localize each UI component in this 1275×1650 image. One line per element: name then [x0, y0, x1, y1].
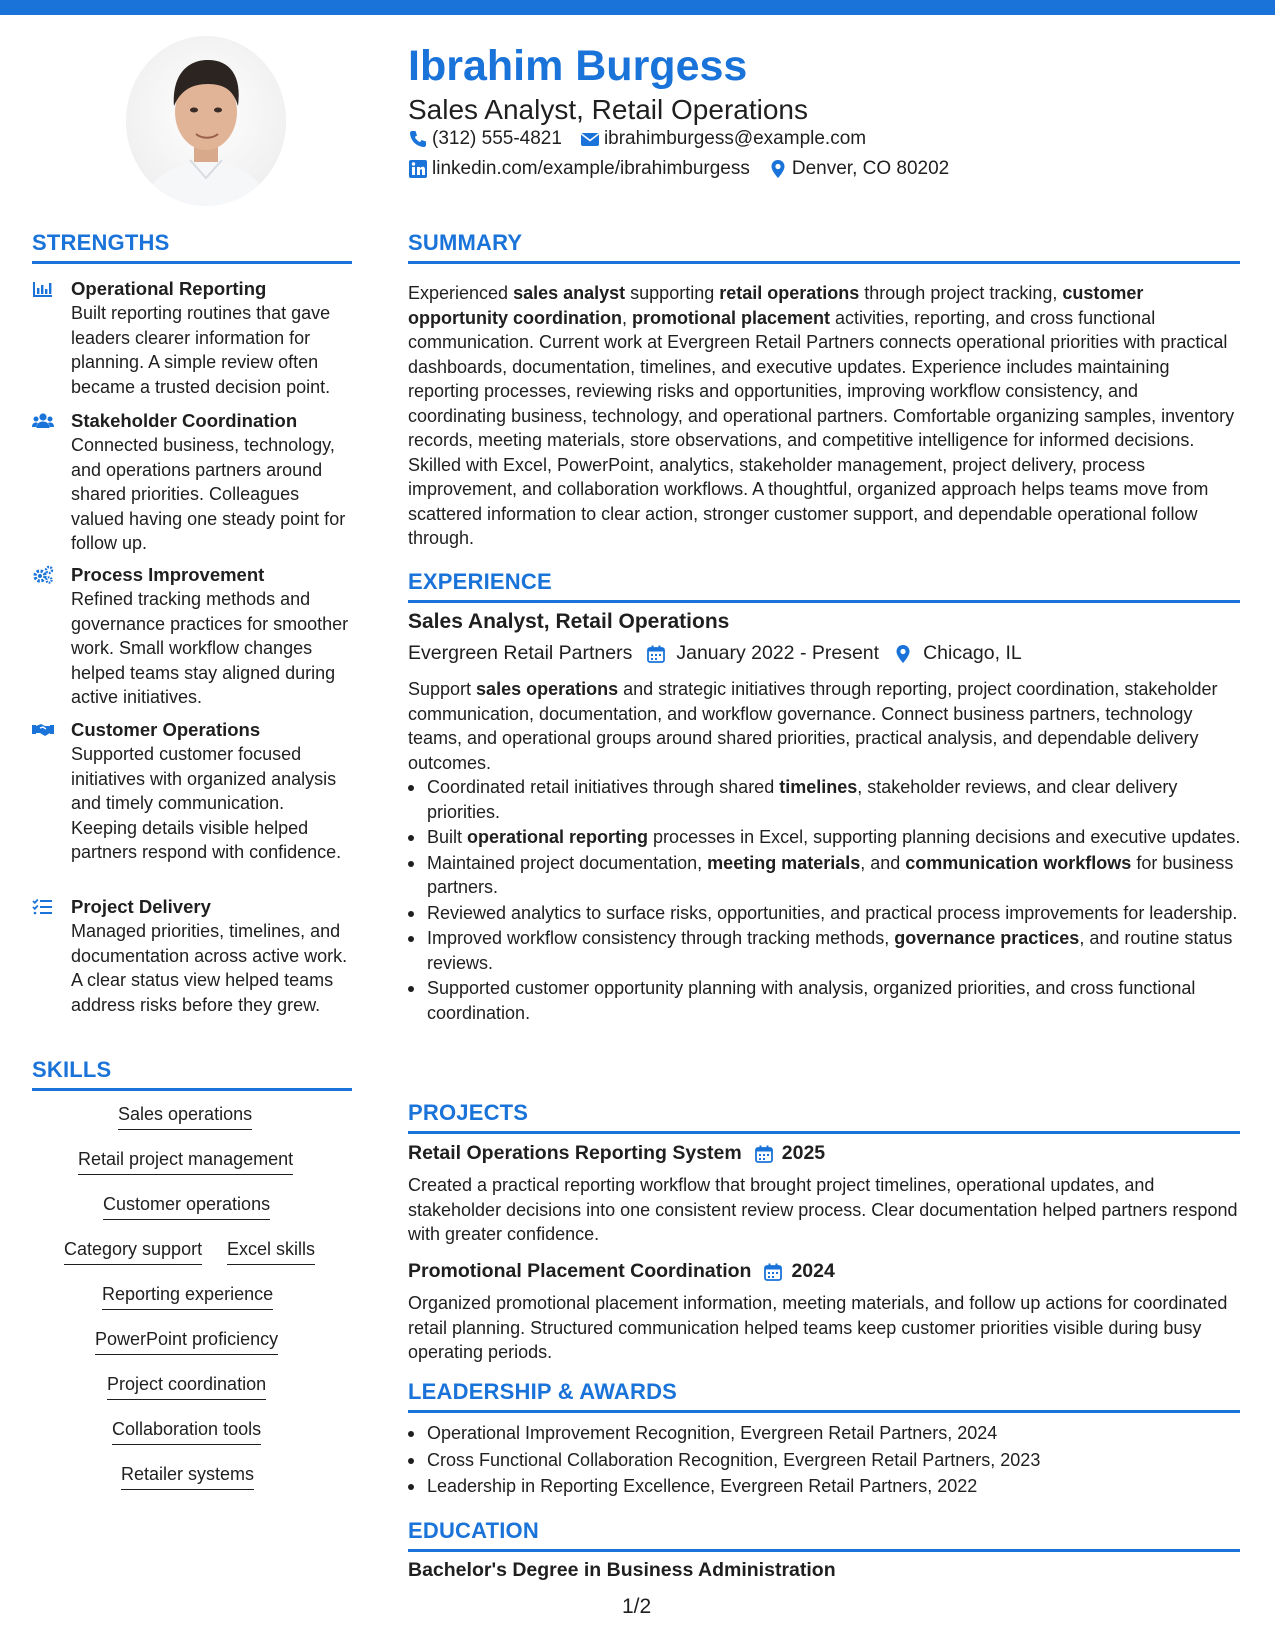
strength-desc: Refined tracking methods and governance practices for smoother work. Small workflow changes helped teams stay aligned during active initiatives. — [71, 589, 349, 707]
candidate-title: Sales Analyst, Retail Operations — [408, 94, 808, 125]
project-desc: Created a practical reporting workflow that brought project timelines, operational updates, and stakeholder decisions into one consistent review process. Clear documentation helped partners respond with greater confidence. — [408, 1175, 1238, 1244]
strength-item — [32, 409, 352, 556]
checklist-icon — [32, 897, 54, 917]
skill-tag: Reporting experience — [102, 1284, 273, 1310]
education-heading: EDUCATION — [408, 1518, 539, 1543]
awards-rule — [408, 1410, 1240, 1413]
location-pin-icon — [893, 644, 913, 664]
calendar-icon — [763, 1262, 783, 1282]
strength-desc: Connected business, technology, and operations partners around shared priorities. Colleagues valued having one steady point for follow up. — [71, 435, 346, 553]
strengths-rule — [32, 261, 352, 264]
job-bullet: Supported customer opportunity planning with analysis, organized priorities, and cross functional coordination. — [408, 976, 1248, 1025]
phone-contact[interactable] — [408, 128, 562, 150]
skill-tag: Sales operations — [118, 1104, 252, 1130]
projects-rule — [408, 1131, 1240, 1134]
strength-title: Process Improvement — [71, 564, 265, 585]
gears-icon — [32, 565, 54, 585]
location-pin-icon — [768, 159, 788, 179]
strength-item — [32, 277, 352, 399]
job-bullet: Coordinated retail initiatives through shared timelines, stakeholder reviews, and clear delivery priorities. — [408, 775, 1248, 824]
summary-rule — [408, 261, 1240, 264]
email-text: ibrahimburgess@example.com — [603, 128, 867, 149]
job-meta — [408, 642, 1036, 665]
strength-title: Customer Operations — [71, 719, 261, 740]
strength-desc: Managed priorities, timelines, and documentation across active work. A clear status view helped teams address risks before they grew. — [71, 921, 348, 1015]
candidate-name: Ibrahim Burgess — [408, 42, 748, 90]
strength-desc: Supported customer focused initiatives with organized analysis and timely communication. Keeping details visible helped partners respond with confidence. — [71, 744, 342, 862]
location-text: Denver, CO 80202 — [791, 158, 950, 179]
contact-row-2 — [408, 158, 967, 180]
strength-title: Stakeholder Coordination — [71, 410, 298, 431]
users-icon — [32, 411, 54, 431]
skill-tag: Project coordination — [107, 1374, 266, 1400]
job-location — [893, 642, 1022, 665]
project-title — [408, 1142, 825, 1165]
skill-tag: Excel skills — [227, 1239, 315, 1265]
job-intro: Support sales operations and strategic initiatives through reporting, project coordination, stakeholder communication, documentation, and workflow governance. Connect business partners, technology teams, and operational groups around shared priorities, practical analysis, and dependable delivery outcomes. — [408, 679, 1218, 773]
email-icon — [580, 129, 600, 149]
education-degree: Bachelor's Degree in Business Administration — [408, 1559, 836, 1581]
awards-list — [408, 1420, 1248, 1500]
page-indicator: 1/2 — [622, 1595, 652, 1618]
project-desc: Organized promotional placement information, meeting materials, and follow up actions for coordinated retail planning. Structured communication helped teams keep customer priorities visible during busy operating periods. — [408, 1293, 1228, 1362]
phone-icon — [408, 129, 428, 149]
summary-paragraph: Experienced sales analyst supporting retail operations through project tracking, customer opportunity coordination, promotional placement activities, reporting, and cross functional communication. Current work at Evergreen Retail Partners connects operational priorities with practical dashboards, documentation, timelines, and executive updates. Experience includes maintaining reporting processes, reviewing risks and opportunities, improving workflow consistency, and coordinating business, technology, and operational partners. Comfortable organizing samples, inventory records, meeting materials, store observations, and competitive intelligence for informed decisions. Skilled with Excel, PowerPoint, analytics, stakeholder management, project delivery, process improvement, and collaboration workflows. A thoughtful, organized approach helps teams move from scattered information to clear action, stronger customer support, and dependable operational follow through. — [408, 283, 1235, 548]
company-name: Evergreen Retail Partners — [408, 642, 633, 664]
skill-tag: PowerPoint proficiency — [95, 1329, 278, 1355]
email-contact[interactable] — [580, 128, 866, 150]
contact-row-1 — [408, 128, 884, 150]
job-title: Sales Analyst, Retail Operations — [408, 610, 730, 633]
strengths-heading: STRENGTHS — [32, 230, 170, 255]
phone-text: (312) 555-4821 — [432, 128, 562, 149]
skills-rule — [32, 1088, 352, 1091]
location-contact — [768, 158, 949, 180]
calendar-icon — [646, 644, 666, 664]
linkedin-icon — [408, 159, 428, 179]
skill-tag: Collaboration tools — [112, 1419, 261, 1445]
strength-title: Operational Reporting — [71, 278, 267, 299]
education-rule — [408, 1549, 1240, 1552]
project-title — [408, 1260, 835, 1283]
job-bullet: Reviewed analytics to surface risks, opportunities, and practical process improvements for leadership. — [408, 901, 1248, 926]
strength-desc: Built reporting routines that gave leaders clearer information for planning. A simple review often became a trusted decision point. — [71, 303, 331, 397]
strength-title: Project Delivery — [71, 896, 211, 917]
strength-item — [32, 718, 352, 865]
project-name: Promotional Placement Coordination — [408, 1260, 752, 1282]
handshake-icon — [32, 720, 54, 740]
job-dates — [646, 642, 879, 665]
linkedin-text: linkedin.com/example/ibrahimburgess — [432, 158, 750, 179]
skill-tag: Retail project management — [78, 1149, 293, 1175]
job-dates-text: January 2022 - Present — [676, 642, 880, 664]
job-bullets — [408, 775, 1248, 1026]
awards-heading: LEADERSHIP & AWARDS — [408, 1379, 678, 1404]
job-bullet: Improved workflow consistency through tracking methods, governance practices, and routine status reviews. — [408, 926, 1248, 975]
skills-heading: SKILLS — [32, 1057, 112, 1082]
award-item: Leadership in Reporting Excellence, Evergreen Retail Partners, 2022 — [408, 1473, 1248, 1500]
linkedin-contact[interactable] — [408, 158, 750, 180]
skill-tag: Retailer systems — [121, 1464, 254, 1490]
profile-photo — [126, 36, 286, 206]
project-year: 2024 — [791, 1260, 835, 1282]
award-item: Cross Functional Collaboration Recognition, Evergreen Retail Partners, 2023 — [408, 1447, 1248, 1474]
top-accent-bar — [0, 0, 1275, 15]
strength-item — [32, 563, 352, 710]
experience-heading: EXPERIENCE — [408, 569, 552, 594]
bar-chart-icon — [32, 279, 54, 299]
skill-tag: Category support — [64, 1239, 202, 1265]
calendar-icon — [754, 1144, 774, 1164]
project-year: 2025 — [781, 1142, 826, 1164]
job-bullet: Maintained project documentation, meeting materials, and communication workflows for business partners. — [408, 851, 1248, 900]
summary-heading: SUMMARY — [408, 230, 523, 255]
project-name: Retail Operations Reporting System — [408, 1142, 742, 1164]
award-item: Operational Improvement Recognition, Evergreen Retail Partners, 2024 — [408, 1420, 1248, 1447]
strength-item — [32, 895, 352, 1017]
job-bullet: Built operational reporting processes in Excel, supporting planning decisions and executive updates. — [408, 825, 1248, 850]
skill-tag: Customer operations — [103, 1194, 270, 1220]
projects-heading: PROJECTS — [408, 1100, 529, 1125]
job-location-text: Chicago, IL — [923, 642, 1022, 664]
experience-rule — [408, 600, 1240, 603]
